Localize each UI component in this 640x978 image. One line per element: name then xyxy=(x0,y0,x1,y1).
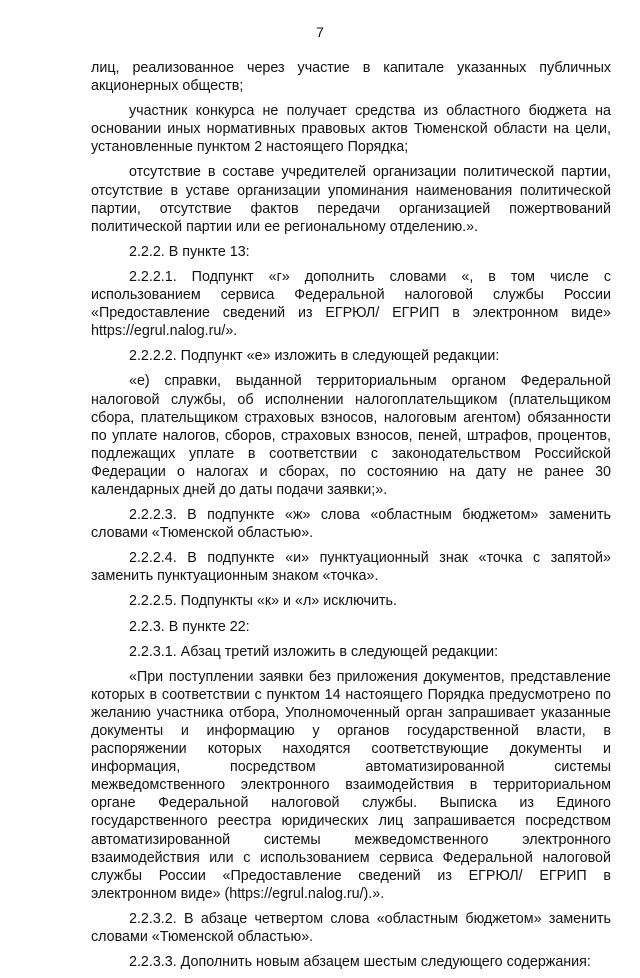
paragraph: 2.2.2.4. В подпункте «и» пунктуационный знак «точка с запятой» заменить пунктуационным знаком «точка». xyxy=(91,550,611,585)
paragraph: 2.2.3.2. В абзаце четвертом слова «областным бюджетом» заменить словами «Тюменской областью». xyxy=(91,910,611,946)
paragraph: отсутствие в составе учредителей организации политической партии, отсутствие в уставе организации упоминания наименования политической партии, отсутствие фактов передачи организацией пожертвований политической партии или ее региональному отделению.». xyxy=(91,164,611,235)
paragraph: 2.2.2.2. Подпункт «е» изложить в следующей редакции: xyxy=(129,348,500,365)
paragraph: 2.2.2.1. Подпункт «г» дополнить словами «, в том числе с использованием сервиса Федеральной налоговой службы России «Предоставление сведений из ЕГРЮЛ/ ЕГРИП в электронном виде» https://egrul.nalog.ru/». xyxy=(91,268,611,340)
page-number: 7 xyxy=(316,24,324,40)
paragraph: 2.2.3.1. Абзац третий изложить в следующей редакции: xyxy=(129,643,499,660)
paragraph: 2.2.2.5. Подпункты «к» и «л» исключить. xyxy=(129,593,397,610)
paragraph: 2.2.2. В пункте 13: xyxy=(129,243,250,260)
document-body xyxy=(91,59,611,978)
paragraph: 2.2.3.3. Дополнить новым абзацем шестым следующего содержания: xyxy=(129,954,591,971)
paragraph: участник конкурса не получает средства из областного бюджета на основании иных нормативных правовых актов Тюменской области на цели, установленные пунктом 2 настоящего Порядка; xyxy=(91,103,611,156)
paragraph: 2.2.3. В пункте 22: xyxy=(129,618,250,635)
paragraph: «е) справки, выданной территориальным органом Федеральной налоговой службы, об исполнении налогоплательщиком (плательщиком сбора, плательщиком страховых взносов, налоговым агентом) обязанности по уплате налогов, сборов, страховых взносов, пеней, штрафов, процентов, подлежащих уплате в соответствии с законодательством Российской Федерации о налогах и сборах, по состоянию на дату не ранее 30 календарных дней до даты подачи заявки;». xyxy=(91,373,611,498)
paragraph-continuation: лиц, реализованное через участие в капитале указанных публичных акционерных обществ; xyxy=(91,60,611,95)
paragraph: «При поступлении заявки без приложения документов, представление которых в соответствии с пунктом 14 настоящего Порядка предусмотрено по желанию участника отбора, Уполномоченный орган запрашивает указанные документы и информацию у органов государственной власти, в распоряжении которых находятся соответствующие документы и информация, посредством автоматизированной системы межведомственного электронного взаимодействия в территориальном органе Федеральной налоговой службы. Выписка из Единого государственного реестра юридических лиц запрашивается посредством автоматизированной системы межведомственного электронного взаимодействия или с использованием сервиса Федеральной налоговой службы России «Предоставление сведений из ЕГРЮЛ/ ЕГРИП в электронном виде» (https://egrul.nalog.ru/).». xyxy=(91,668,611,902)
paragraph: 2.2.2.3. В подпункте «ж» слова «областным бюджетом» заменить словами «Тюменской областью». xyxy=(91,507,611,542)
